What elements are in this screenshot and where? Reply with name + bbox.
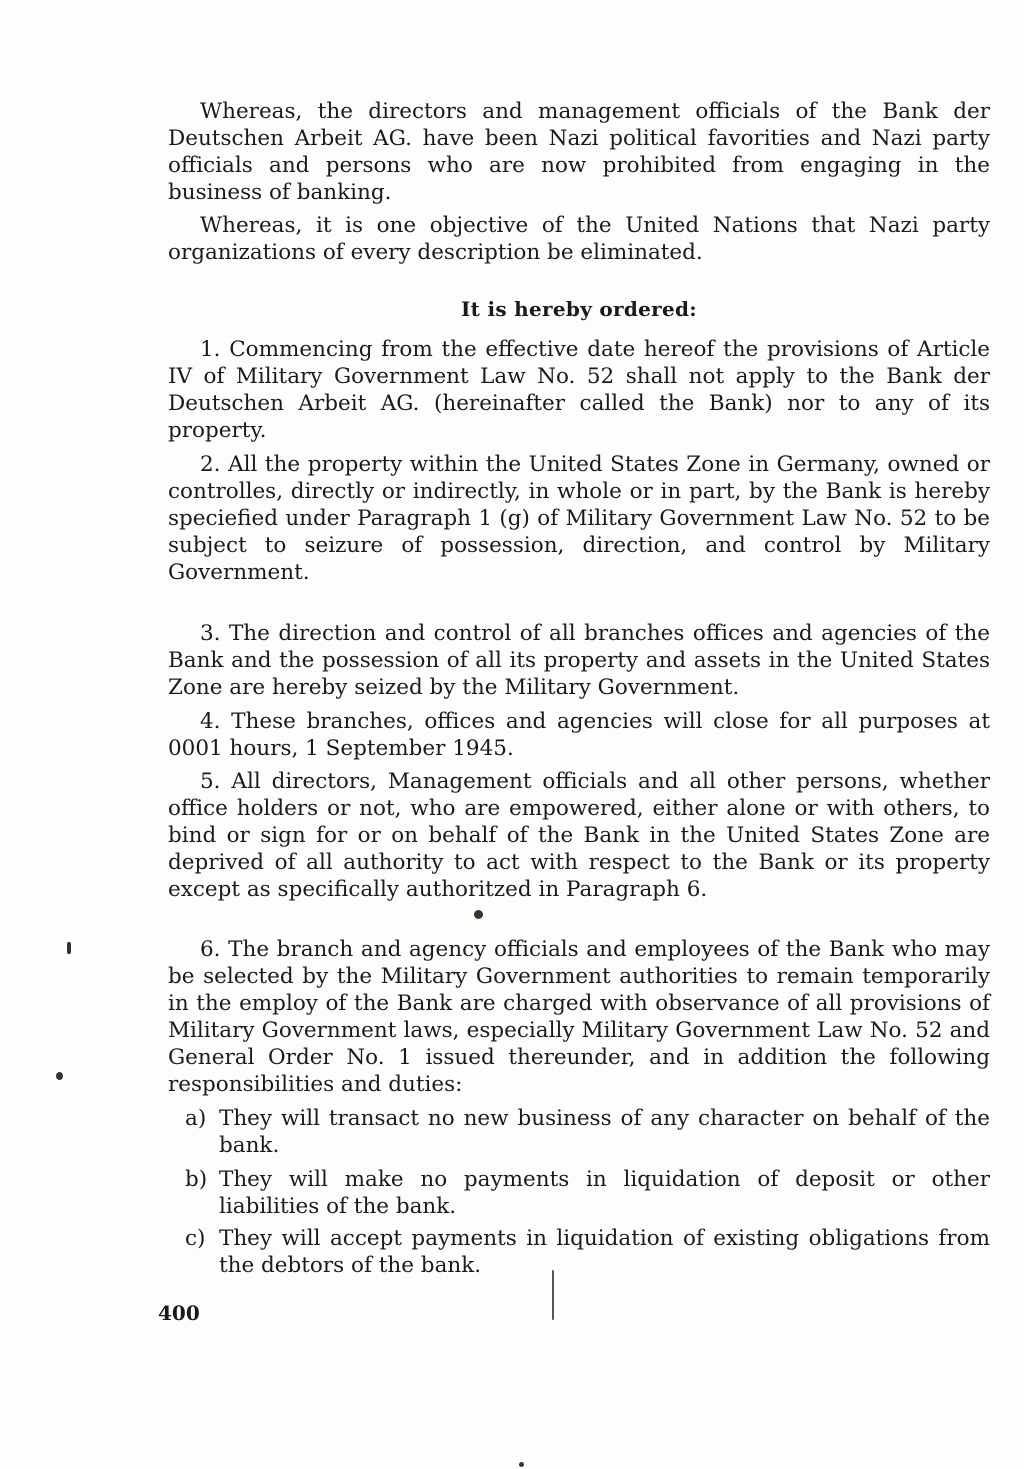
item-6 [168, 936, 990, 1098]
item-5-text: 5. All directors, Management officials and all other persons, whether office holders or not, who are empowered, either alone or with others, to bind or sign for or on behalf of the Bank in the United States Zone are deprived of all authority to act with respect to the Bank or its property except as specifically authoritzed in Paragraph 6. [168, 769, 990, 902]
scan-speck [474, 910, 483, 919]
whereas-paragraph-2: Whereas, it is one objective of the United Nations that Nazi party organizations of every description be eliminated. [168, 213, 990, 265]
item-6-text: 6. The branch and agency officials and employees of the Bank who may be selected by the Military Government authorities to remain temporarily in the employ of the Bank are charged with observance of all provisions of Military Government laws, especially Military Government Law No. 52 and General Order No. 1 issued thereunder, and in addition the following responsibilities and duties: [168, 937, 990, 1097]
sub-item-c [185, 1225, 990, 1279]
sub-item-c-text: They will accept payments in liquidation of existing obligations from the debtors of the bank. [219, 1226, 990, 1278]
sub-item-b-text: They will make no payments in liquidation of deposit or other liabilities of the bank. [219, 1167, 990, 1219]
intro-section [168, 98, 990, 266]
item-1 [168, 336, 990, 444]
item-3 [168, 620, 990, 701]
item-1-text: 1. Commencing from the effective date hereof the provisions of Article IV of Military Government Law No. 52 shall not apply to the Bank der Deutschen Arbeit AG. (hereinafter called the Bank) nor to any of its property. [168, 337, 990, 443]
item-5 [168, 768, 990, 903]
sub-item-c-letter: c) [185, 1226, 206, 1251]
scan-speck [67, 942, 71, 954]
whereas-paragraph-1: Whereas, the directors and management officials of the Bank der Deutschen Arbeit AG. have been Nazi political favorities and Nazi party officials and persons who are now prohibited from engaging in the business of banking. [168, 99, 990, 205]
item-4-text: 4. These branches, offices and agencies will close for all purposes at 0001 hours, 1 September 1945. [168, 709, 990, 761]
item-2-text: 2. All the property within the United States Zone in Germany, owned or controlles, directly or indirectly, in whole or in part, by the Bank is hereby speciefied under Paragraph 1 (g) of Military Government Law No. 52 to be subject to seizure of possession, direction, and control by Military Government. [168, 452, 990, 585]
sub-item-a-letter: a) [185, 1106, 207, 1131]
scan-speck [56, 1072, 63, 1080]
page-number: 400 [158, 1301, 200, 1325]
sub-item-b [185, 1166, 990, 1220]
item-2 [168, 451, 990, 586]
item-4 [168, 708, 990, 762]
item-3-text: 3. The direction and control of all branches offices and agencies of the Bank and the possession of all its property and assets in the United States Zone are hereby seized by the Military Government. [168, 621, 990, 700]
order-heading: It is hereby ordered: [461, 297, 697, 321]
sub-item-a-text: They will transact no new business of any character on behalf of the bank. [219, 1106, 990, 1158]
scan-speck [519, 1462, 524, 1467]
sub-item-b-letter: b) [185, 1167, 208, 1192]
sub-item-a [185, 1105, 990, 1159]
scan-mark [552, 1270, 554, 1320]
